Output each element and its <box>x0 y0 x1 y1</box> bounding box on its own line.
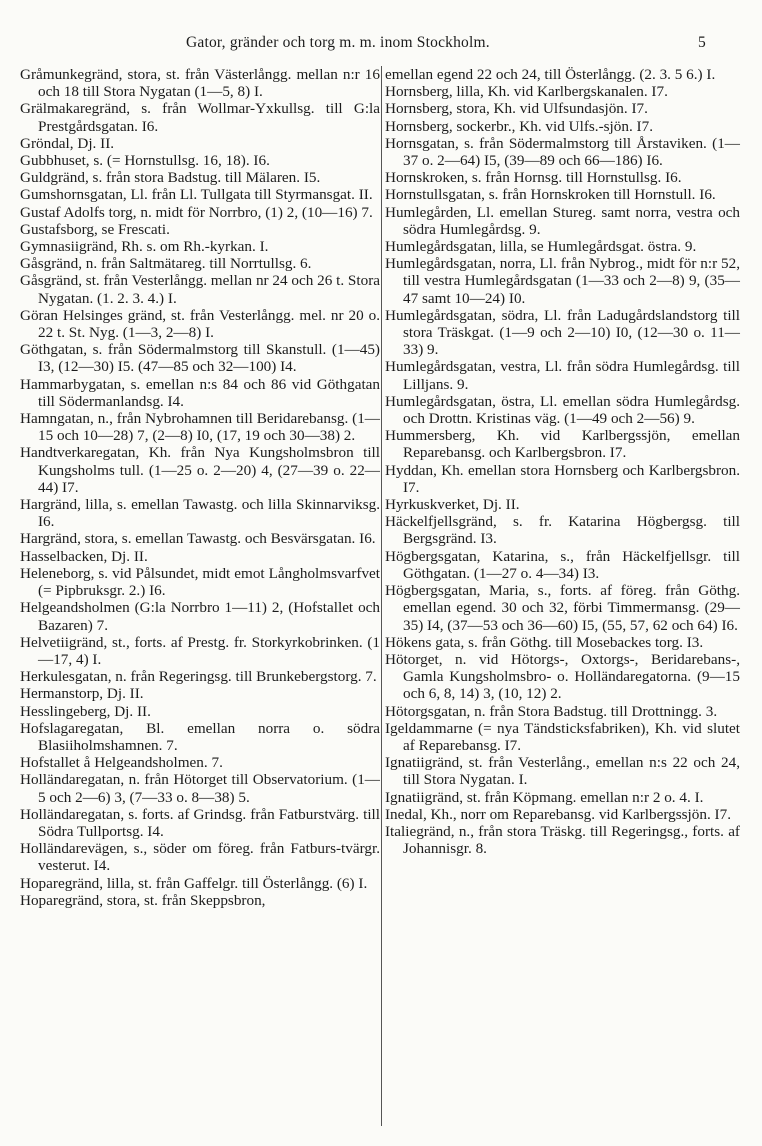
index-entry: Hermanstorp, Dj. II. <box>20 685 144 703</box>
index-entry: Hötorgsgatan, n. från Stora Badstug. till Drottningg. 3. <box>385 702 718 720</box>
index-entry: Holländaregatan, n. från Hötorget till Observatorium. (1—5 och 2—6) 3, (7—33 o. 8—38) 5. <box>20 771 380 806</box>
index-entry: Herkulesgatan, n. från Regeringsg. till Brunkebergstorg. 7. <box>20 668 377 686</box>
index-entry: Hammarbygatan, s. emellan n:s 84 och 86 vid Göthgatan till Södermanlandsg. I4. <box>20 375 380 410</box>
index-entry: Häckelfjellsgränd, s. fr. Katarina Högbergsg. till Bergsgränd. I3. <box>385 513 740 548</box>
index-entry: Hornsberg, lilla, Kh. vid Karlbergskanalen. I7. <box>385 83 668 101</box>
index-entry: Hyrkuskverket, Dj. II. <box>385 496 520 514</box>
index-entry: Inedal, Kh., norr om Reparebansg. vid Karlbergssjön. I7. <box>385 805 731 823</box>
index-entry: Hoparegränd, stora, st. från Skeppsbron, <box>20 891 266 909</box>
index-entry: Holländarevägen, s., söder om föreg. från Fatburs-tvärgr. vesterut. I4. <box>20 840 380 875</box>
index-entry: Hornsgatan, s. från Södermalmstorg till Årstaviken. (1—37 o. 2—64) I5, (39—89 och 66—186) I6. <box>385 134 740 170</box>
index-entry: Gustafsborg, se Frescati. <box>20 220 170 238</box>
index-entry: Hofstallet å Helgeandsholmen. 7. <box>20 754 223 772</box>
index-entry: Italiegränd, n., från stora Träskg. till Regeringsg., forts. af Johannisgr. 8. <box>385 822 740 858</box>
index-entry: Högbergsgatan, Maria, s., forts. af föreg. från Göthg. emellan egend. 30 och 32, förbi Timmermansg. (29—35) I4, (37—53 och 36—60) I5, (55, 57, 62 och 64) I6. <box>385 582 740 634</box>
index-entry: Handtverkaregatan, Kh. från Nya Kungsholmsbron till Kungsholms tull. (1—25 o. 2—20) 4, (27—39 o. 22—44) I7. <box>20 444 380 496</box>
index-entry: Gåsgränd, st. från Vesterlångg. mellan nr 24 och 26 t. Stora Nygatan. (1. 2. 3. 4.) I. <box>20 272 380 307</box>
index-entry: Hasselbacken, Dj. II. <box>20 547 148 565</box>
index-entry: Humlegårdsgatan, östra, Ll. emellan södra Humlegårdsg. och Drottn. Kristinas väg. (1—49 och 2—56) 9. <box>385 392 740 428</box>
index-entry: Heleneborg, s. vid Pålsundet, midt emot Långholmsvarfvet (= Pipbruksgr. 2.) I6. <box>20 564 380 600</box>
page-number: 5 <box>698 34 706 51</box>
index-entry: Ignatiigränd, st. från Vesterlång., emellan n:s 22 och 24, till Stora Nygatan. I. <box>385 754 740 789</box>
index-entry: Hornsberg, sockerbr., Kh. vid Ulfs.-sjön. I7. <box>385 117 653 135</box>
index-entry: Helgeandsholmen (G:la Norrbro 1—11) 2, (Hofstallet och Bazaren) 7. <box>20 599 380 634</box>
index-entry: Hökens gata, s. från Göthg. till Mosebackes torg. I3. <box>385 633 704 651</box>
index-entry: Hofslagaregatan, Bl. emellan norra o. södra Blasiiholmshamnen. 7. <box>20 719 380 754</box>
page-title: Gator, gränder och torg m. m. inom Stockholm. <box>186 34 490 51</box>
index-entry: Hötorget, n. vid Hötorgs-, Oxtorgs-, Beridarebans-, Gamla Kungsholmsbro- o. Holländaregatorna. (9—15 och 6, 8, 14) 3, (10, 12) 2. <box>385 650 740 703</box>
right-column <box>385 66 740 857</box>
index-entry: Humlegårdsgatan, södra, Ll. från Ladugårdslandstorg till stora Träskgat. (1—9 och 2—10) I0, (12—30 o. 11—33) 9. <box>385 306 740 359</box>
index-entry: Gymnasiigränd, Rh. s. om Rh.-kyrkan. I. <box>20 238 269 256</box>
index-entry: Gråmunkegränd, stora, st. från Västerlångg. mellan n:r 16 och 18 till Stora Nygatan (1—5, 8) I. <box>20 66 380 101</box>
index-entry: Hamngatan, n., från Nybrohamnen till Beridarebansg. (1—15 och 10—28) 7, (2—8) I0, (17, 19 och 30—38) 2. <box>20 410 380 445</box>
index-entry: Igeldammarne (= nya Tändsticksfabriken), Kh. vid slutet af Reparebansg. I7. <box>385 719 740 754</box>
column-divider <box>381 66 382 1126</box>
index-entry: Göthgatan, s. från Södermalmstorg till Skanstull. (1—45) I3, (12—30) I5. (47—85 och 32—100) I4. <box>20 341 380 376</box>
index-entry: Hoparegränd, lilla, st. från Gaffelgr. till Österlångg. (6) I. <box>20 874 368 892</box>
index-entry: Helvetiigränd, st., forts. af Prestg. fr. Storkyrkobrinken. (1—17, 4) I. <box>20 633 380 668</box>
index-entry: Grälmakaregränd, s. från Wollmar-Yxkullsg. till G:la Prestgårdsgatan. I6. <box>20 100 380 135</box>
running-header <box>186 34 706 52</box>
index-entry: Hummersberg, Kh. vid Karlbergssjön, emellan Reparebansg. och Karlbergsbron. I7. <box>385 427 740 462</box>
index-entry: Holländaregatan, s. forts. af Grindsg. från Fatburstvärg. till Södra Tullportsg. I4. <box>20 805 380 840</box>
index-entry: emellan egend 22 och 24, till Österlångg. (2. 3. 5 6.) I. <box>385 66 716 83</box>
index-entry: Humlegårdsgatan, vestra, Ll. från södra Humlegårdsg. till Lilljans. 9. <box>385 358 740 393</box>
index-entry: Gustaf Adolfs torg, n. midt för Norrbro, (1) 2, (10—16) 7. <box>20 203 373 221</box>
index-entry: Hargränd, stora, s. emellan Tawastg. och Besvärsgatan. I6. <box>20 530 376 548</box>
index-entry: Gröndal, Dj. II. <box>20 134 115 152</box>
index-entry: Guldgränd, s. från stora Badstug. till Mälaren. I5. <box>20 169 321 187</box>
index-entry: Ignatiigränd, st. från Köpmang. emellan n:r 2 o. 4. I. <box>385 788 704 806</box>
index-entry: Hesslingeberg, Dj. II. <box>20 702 151 720</box>
index-entry: Hornskroken, s. från Hornsg. till Hornstullsg. I6. <box>385 169 682 187</box>
left-column <box>20 66 380 909</box>
index-entry: Hargränd, lilla, s. emellan Tawastg. och lilla Skinnarviksg. I6. <box>20 496 380 531</box>
index-entry: Gåsgränd, n. från Saltmätareg. till Norrtullsg. 6. <box>20 255 312 273</box>
index-entry: Högbergsgatan, Katarina, s., från Häckelfjellsgr. till Göthgatan. (1—27 o. 4—34) I3. <box>385 547 740 582</box>
index-entry: Hornstullsgatan, s. från Hornskroken till Hornstull. I6. <box>385 186 716 204</box>
index-entry: Humlegården, Ll. emellan Stureg. samt norra, vestra och södra Humlegårdsg. 9. <box>385 203 740 238</box>
index-entry: Gubbhuset, s. (= Hornstullsg. 16, 18). I6. <box>20 152 270 170</box>
index-entry: Göran Helsinges gränd, st. från Vesterlångg. mel. nr 20 o. 22 t. St. Nyg. (1—3, 2—8) I. <box>20 306 380 342</box>
index-entry: Humlegårdsgatan, lilla, se Humlegårdsgat. östra. 9. <box>385 238 697 256</box>
index-entry: Hyddan, Kh. emellan stora Hornsberg och Karlbergsbron. I7. <box>385 461 740 496</box>
index-entry: Humlegårdsgatan, norra, Ll. från Nybrog., midt för n:r 52, till vestra Humlegårdsgatan (1—33 och 2—8) 9, (35—47 samt 10—24) I0. <box>385 255 740 307</box>
index-entry: Hornsberg, stora, Kh. vid Ulfsundasjön. I7. <box>385 100 648 118</box>
index-entry: Gumshornsgatan, Ll. från Ll. Tullgata till Styrmansgat. II. <box>20 186 373 204</box>
